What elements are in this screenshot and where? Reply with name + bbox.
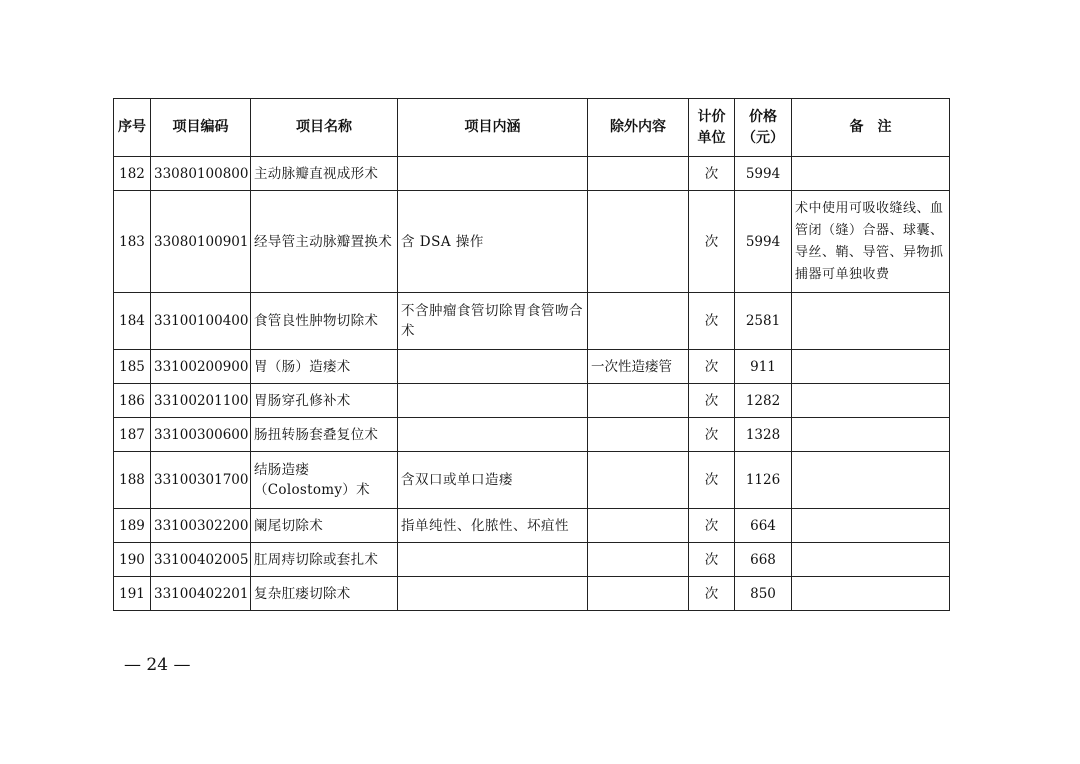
cell-price: 664 [735, 509, 792, 543]
cell-exclusion [588, 384, 689, 418]
cell-name: 肠扭转肠套叠复位术 [251, 418, 398, 452]
table-row [114, 293, 950, 350]
header-exclusion: 除外内容 [588, 99, 689, 157]
cell-price: 5994 [735, 191, 792, 293]
cell-name: 食管良性肿物切除术 [251, 293, 398, 350]
cell-seq: 191 [114, 577, 151, 611]
table-row [114, 384, 950, 418]
header-row [114, 99, 950, 157]
cell-code: 33080100901 [151, 191, 251, 293]
cell-price: 1126 [735, 452, 792, 509]
cell-name: 经导管主动脉瓣置换术 [251, 191, 398, 293]
cell-note [792, 293, 950, 350]
cell-note [792, 157, 950, 191]
table-row [114, 157, 950, 191]
cell-unit: 次 [689, 509, 735, 543]
cell-code: 33100200900 [151, 350, 251, 384]
cell-price: 850 [735, 577, 792, 611]
cell-seq: 187 [114, 418, 151, 452]
cell-exclusion: 一次性造瘘管 [588, 350, 689, 384]
cell-seq: 190 [114, 543, 151, 577]
cell-exclusion [588, 452, 689, 509]
cell-note [792, 509, 950, 543]
cell-exclusion [588, 577, 689, 611]
header-code: 项目编码 [151, 99, 251, 157]
cell-content [398, 577, 588, 611]
cell-name: 主动脉瓣直视成形术 [251, 157, 398, 191]
table-row [114, 418, 950, 452]
cell-content [398, 157, 588, 191]
cell-unit: 次 [689, 543, 735, 577]
table-row [114, 509, 950, 543]
header-unit-line2: 单位 [697, 129, 726, 146]
header-unit [689, 99, 735, 157]
header-price-line1: 价格 [749, 108, 777, 125]
cell-note [792, 350, 950, 384]
table-row [114, 191, 950, 293]
cell-note [792, 384, 950, 418]
cell-note [792, 418, 950, 452]
cell-exclusion [588, 418, 689, 452]
cell-name: 复杂肛瘘切除术 [251, 577, 398, 611]
table-row [114, 543, 950, 577]
header-price-line2: （元） [742, 129, 784, 146]
cell-seq: 186 [114, 384, 151, 418]
cell-exclusion [588, 157, 689, 191]
cell-exclusion [588, 191, 689, 293]
cell-name: 胃（肠）造瘘术 [251, 350, 398, 384]
cell-price: 1282 [735, 384, 792, 418]
cell-content: 含 DSA 操作 [398, 191, 588, 293]
cell-note: 术中使用可吸收缝线、血管闭（缝）合器、球囊、导丝、鞘、导管、异物抓捕器可单独收费 [792, 191, 950, 293]
cell-content [398, 543, 588, 577]
cell-name: 胃肠穿孔修补术 [251, 384, 398, 418]
cell-price: 5994 [735, 157, 792, 191]
cell-code: 33080100800 [151, 157, 251, 191]
cell-exclusion [588, 543, 689, 577]
cell-note [792, 543, 950, 577]
cell-unit: 次 [689, 452, 735, 509]
cell-unit: 次 [689, 157, 735, 191]
cell-seq: 188 [114, 452, 151, 509]
cell-code: 33100301700 [151, 452, 251, 509]
cell-seq: 182 [114, 157, 151, 191]
cell-price: 911 [735, 350, 792, 384]
price-table [113, 98, 950, 611]
table-row [114, 577, 950, 611]
cell-unit: 次 [689, 577, 735, 611]
cell-price: 2581 [735, 293, 792, 350]
cell-code: 33100300600 [151, 418, 251, 452]
cell-seq: 185 [114, 350, 151, 384]
table-row [114, 350, 950, 384]
cell-seq: 184 [114, 293, 151, 350]
cell-unit: 次 [689, 350, 735, 384]
cell-unit: 次 [689, 191, 735, 293]
cell-name: 阑尾切除术 [251, 509, 398, 543]
cell-price: 1328 [735, 418, 792, 452]
header-seq: 序号 [114, 99, 151, 157]
header-unit-line1: 计价 [697, 108, 726, 125]
cell-seq: 189 [114, 509, 151, 543]
cell-seq: 183 [114, 191, 151, 293]
header-price [735, 99, 792, 157]
cell-unit: 次 [689, 293, 735, 350]
cell-code: 33100201100 [151, 384, 251, 418]
header-content: 项目内涵 [398, 99, 588, 157]
cell-code: 33100402201 [151, 577, 251, 611]
cell-price: 668 [735, 543, 792, 577]
cell-name: 结肠造瘘（Colostomy）术 [251, 452, 398, 509]
page-number: — 24 — [124, 655, 191, 675]
header-note: 备 注 [792, 99, 950, 157]
cell-content [398, 418, 588, 452]
cell-exclusion [588, 293, 689, 350]
cell-name: 肛周痔切除或套扎术 [251, 543, 398, 577]
cell-content: 指单纯性、化脓性、坏疽性 [398, 509, 588, 543]
cell-code: 33100402005 [151, 543, 251, 577]
cell-content: 含双口或单口造瘘 [398, 452, 588, 509]
cell-unit: 次 [689, 418, 735, 452]
header-name: 项目名称 [251, 99, 398, 157]
cell-content [398, 384, 588, 418]
cell-code: 33100302200 [151, 509, 251, 543]
cell-note [792, 577, 950, 611]
cell-note [792, 452, 950, 509]
table-row [114, 452, 950, 509]
cell-exclusion [588, 509, 689, 543]
cell-code: 33100100400 [151, 293, 251, 350]
cell-content [398, 350, 588, 384]
cell-unit: 次 [689, 384, 735, 418]
cell-content: 不含肿瘤食管切除胃食管吻合术 [398, 293, 588, 350]
